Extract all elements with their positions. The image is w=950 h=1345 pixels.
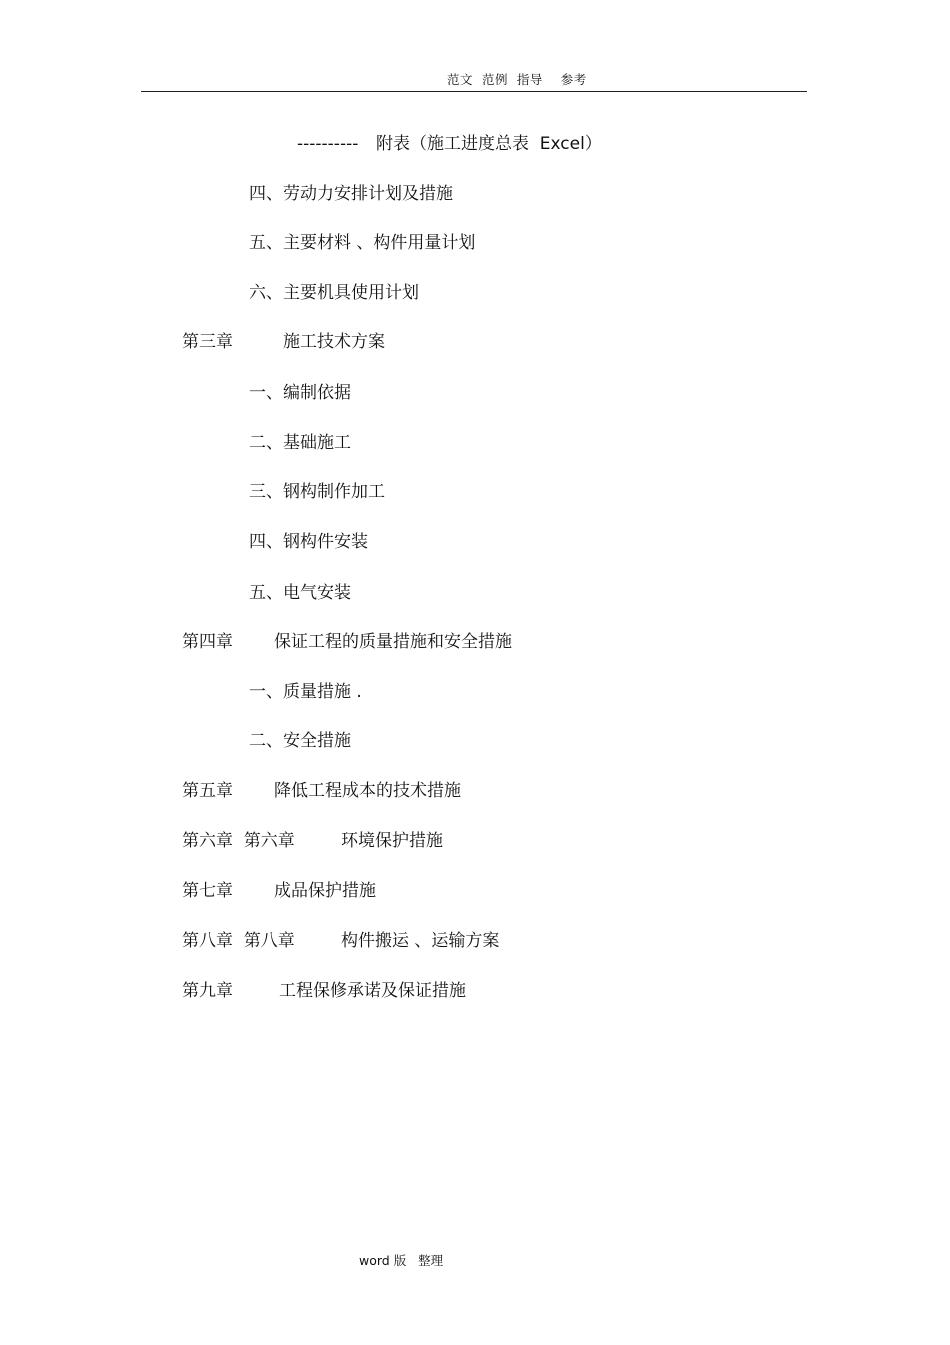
chapter-title: 工程保修承诺及保证措施 (279, 981, 466, 1001)
chapter-number: 第七章 (182, 881, 233, 901)
toc-item: 三、钢构制作加工 (249, 482, 385, 502)
chapter-number: 第九章 (182, 981, 233, 1001)
chapter-title: 构件搬运 、运输方案 (341, 931, 500, 951)
chapter-title: 降低工程成本的技术措施 (274, 781, 461, 801)
header-divider (141, 91, 807, 92)
page-footer: word 版 整理 (359, 1253, 444, 1268)
chapter-number: 第六章 第六章 (182, 831, 295, 851)
toc-item: 二、安全措施 (249, 731, 351, 751)
chapter-number: 第四章 (182, 632, 233, 652)
toc-item: 四、劳动力安排计划及措施 (249, 184, 453, 204)
toc-item: 一、编制依据 (249, 383, 351, 403)
chapter-title: 成品保护措施 (274, 881, 376, 901)
chapter-title: 保证工程的质量措施和安全措施 (274, 632, 512, 652)
appendix-title: 附表（施工进度总表 Excel） (376, 134, 602, 154)
chapter-title: 环境保护措施 (341, 831, 443, 851)
toc-item: 六、主要机具使用计划 (249, 283, 419, 303)
chapter-number: 第八章 第八章 (182, 931, 295, 951)
chapter-title: 施工技术方案 (283, 332, 385, 352)
toc-item: 五、主要材料 、构件用量计划 (249, 233, 476, 253)
chapter-number: 第五章 (182, 781, 233, 801)
toc-item: 五、电气安装 (249, 583, 351, 603)
chapter-number: 第三章 (182, 332, 233, 352)
toc-item: 一、质量措施 . (249, 682, 362, 702)
appendix-dashes: ---------- (297, 134, 359, 154)
page-header: 范文 范例 指导 参考 (447, 72, 587, 87)
toc-item: 四、钢构件安装 (249, 532, 368, 552)
toc-item: 二、基础施工 (249, 433, 351, 453)
